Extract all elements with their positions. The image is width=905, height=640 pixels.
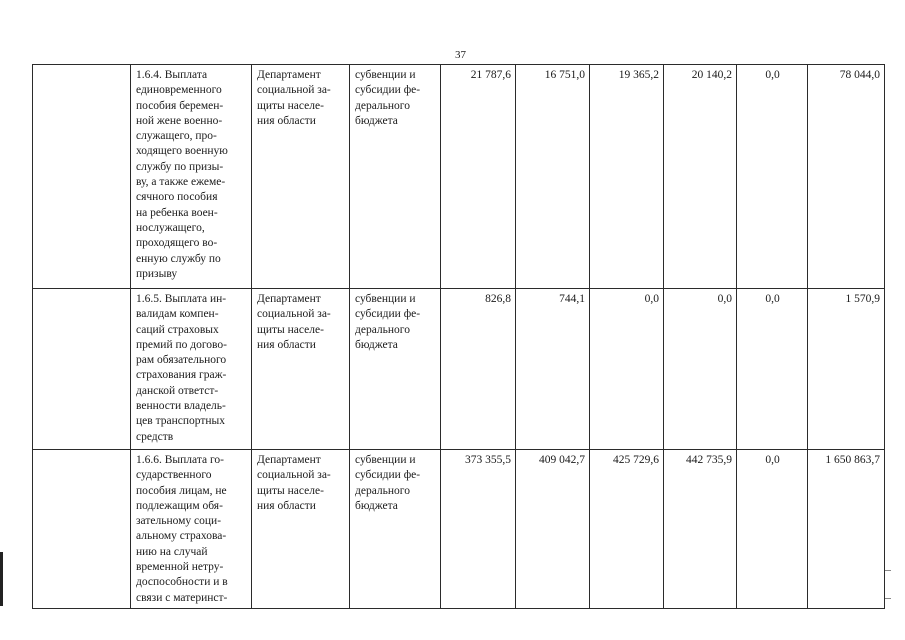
cell-text-line: ния области (257, 114, 316, 127)
blank-cell (33, 65, 131, 289)
blank-cell (33, 450, 131, 609)
cell-text-line: бюджета (355, 114, 398, 127)
page-number: 37 (455, 49, 466, 61)
total-cell: 1 650 863,7 (808, 450, 885, 609)
funding-source-cell (350, 289, 441, 450)
executor-cell (252, 289, 350, 450)
cell-text-line: доспособности и в (136, 576, 228, 589)
cell-text-line: служащего, про- (136, 130, 217, 143)
value-cell: 16 751,0 (516, 65, 590, 289)
funding-source-cell (350, 450, 441, 609)
value-cell: 0,0 (737, 65, 808, 289)
cell-text-line: нию на случай (136, 545, 208, 558)
scan-tick-mark (885, 570, 891, 571)
cell-text-line: временной нетру- (136, 561, 224, 574)
cell-text-line: социальной за- (257, 308, 331, 321)
value-cell: 0,0 (664, 289, 737, 450)
cell-text-line: пособия беремен- (136, 99, 224, 112)
cell-text-line: нослужащего, (136, 221, 205, 234)
value-cell: 744,1 (516, 289, 590, 450)
value-cell: 373 355,5 (441, 450, 516, 609)
cell-text-line: социальной за- (257, 84, 331, 97)
cell-text-line: ния области (257, 499, 316, 512)
value-cell: 425 729,6 (590, 450, 664, 609)
cell-text-line: бюджета (355, 499, 398, 512)
value-cell: 409 042,7 (516, 450, 590, 609)
cell-text-line: щиты населе- (257, 99, 324, 112)
executor-cell (252, 450, 350, 609)
total-cell: 1 570,9 (808, 289, 885, 450)
cell-text-line: субсидии фе- (355, 84, 421, 97)
measure-description (131, 450, 252, 609)
cell-text-line: подлежащим обя- (136, 499, 223, 512)
table-row (33, 289, 885, 450)
cell-text-line: ной жене военно- (136, 114, 223, 127)
cell-text-line: 1.6.4. Выплата (136, 69, 208, 81)
cell-text-line: саций страховых (136, 323, 219, 336)
cell-text-line: единовременного (136, 84, 222, 97)
measure-description (131, 289, 252, 450)
value-cell: 0,0 (590, 289, 664, 450)
value-cell: 0,0 (737, 289, 808, 450)
value-cell: 19 365,2 (590, 65, 664, 289)
cell-text-line: ния области (257, 338, 316, 351)
cell-text-line: сударственного (136, 469, 212, 482)
cell-text-line: призыву (136, 267, 178, 280)
cell-text-line: ву, а также ежеме- (136, 176, 226, 189)
cell-text-line: Департамент (257, 293, 321, 305)
cell-text-line: енную службу по (136, 252, 221, 265)
cell-text-line: на ребенка воен- (136, 206, 218, 219)
value-cell: 826,8 (441, 289, 516, 450)
cell-text-line: венности владель- (136, 400, 226, 413)
value-cell: 21 787,6 (441, 65, 516, 289)
cell-text-line: дерального (355, 99, 410, 112)
blank-cell (33, 289, 131, 450)
cell-text-line: субсидии фе- (355, 469, 421, 482)
table-row (33, 65, 885, 289)
cell-text-line: субвенции и (355, 454, 416, 466)
cell-text-line: Департамент (257, 69, 321, 81)
cell-text-line: проходящего во- (136, 237, 218, 250)
cell-text-line: премий по догово- (136, 338, 227, 351)
cell-text-line: данской ответст- (136, 384, 219, 397)
funding-source-cell (350, 65, 441, 289)
cell-text-line: Департамент (257, 454, 321, 466)
cell-text-line: связи с материнст- (136, 591, 228, 604)
value-cell: 0,0 (737, 450, 808, 609)
cell-text-line: цев транспортных (136, 415, 226, 428)
scan-edge-mark (0, 552, 3, 606)
cell-text-line: дерального (355, 323, 410, 336)
executor-cell (252, 65, 350, 289)
cell-text-line: пособия лицам, не (136, 484, 227, 497)
cell-text-line: рам обязательного (136, 354, 227, 367)
cell-text-line: средств (136, 430, 174, 443)
table-row (33, 450, 885, 609)
cell-text-line: страхования граж- (136, 369, 227, 382)
total-cell: 78 044,0 (808, 65, 885, 289)
cell-text-line: валидам компен- (136, 308, 219, 321)
scan-tick-mark (885, 598, 891, 599)
measure-description (131, 65, 252, 289)
budget-table (32, 64, 885, 609)
cell-text-line: социальной за- (257, 469, 331, 482)
cell-text-line: ходящего военную (136, 145, 228, 158)
cell-text-line: щиты населе- (257, 323, 324, 336)
cell-text-line: субсидии фе- (355, 308, 421, 321)
cell-text-line: сячного пособия (136, 191, 218, 204)
cell-text-line: субвенции и (355, 293, 416, 305)
cell-text-line: субвенции и (355, 69, 416, 81)
cell-text-line: дерального (355, 484, 410, 497)
cell-text-line: зательному соци- (136, 515, 222, 528)
cell-text-line: 1.6.6. Выплата го- (136, 454, 225, 466)
value-cell: 442 735,9 (664, 450, 737, 609)
cell-text-line: щиты населе- (257, 484, 324, 497)
cell-text-line: бюджета (355, 338, 398, 351)
cell-text-line: альному страхова- (136, 530, 227, 543)
cell-text-line: службу по призы- (136, 160, 224, 173)
cell-text-line: 1.6.5. Выплата ин- (136, 293, 227, 305)
value-cell: 20 140,2 (664, 65, 737, 289)
